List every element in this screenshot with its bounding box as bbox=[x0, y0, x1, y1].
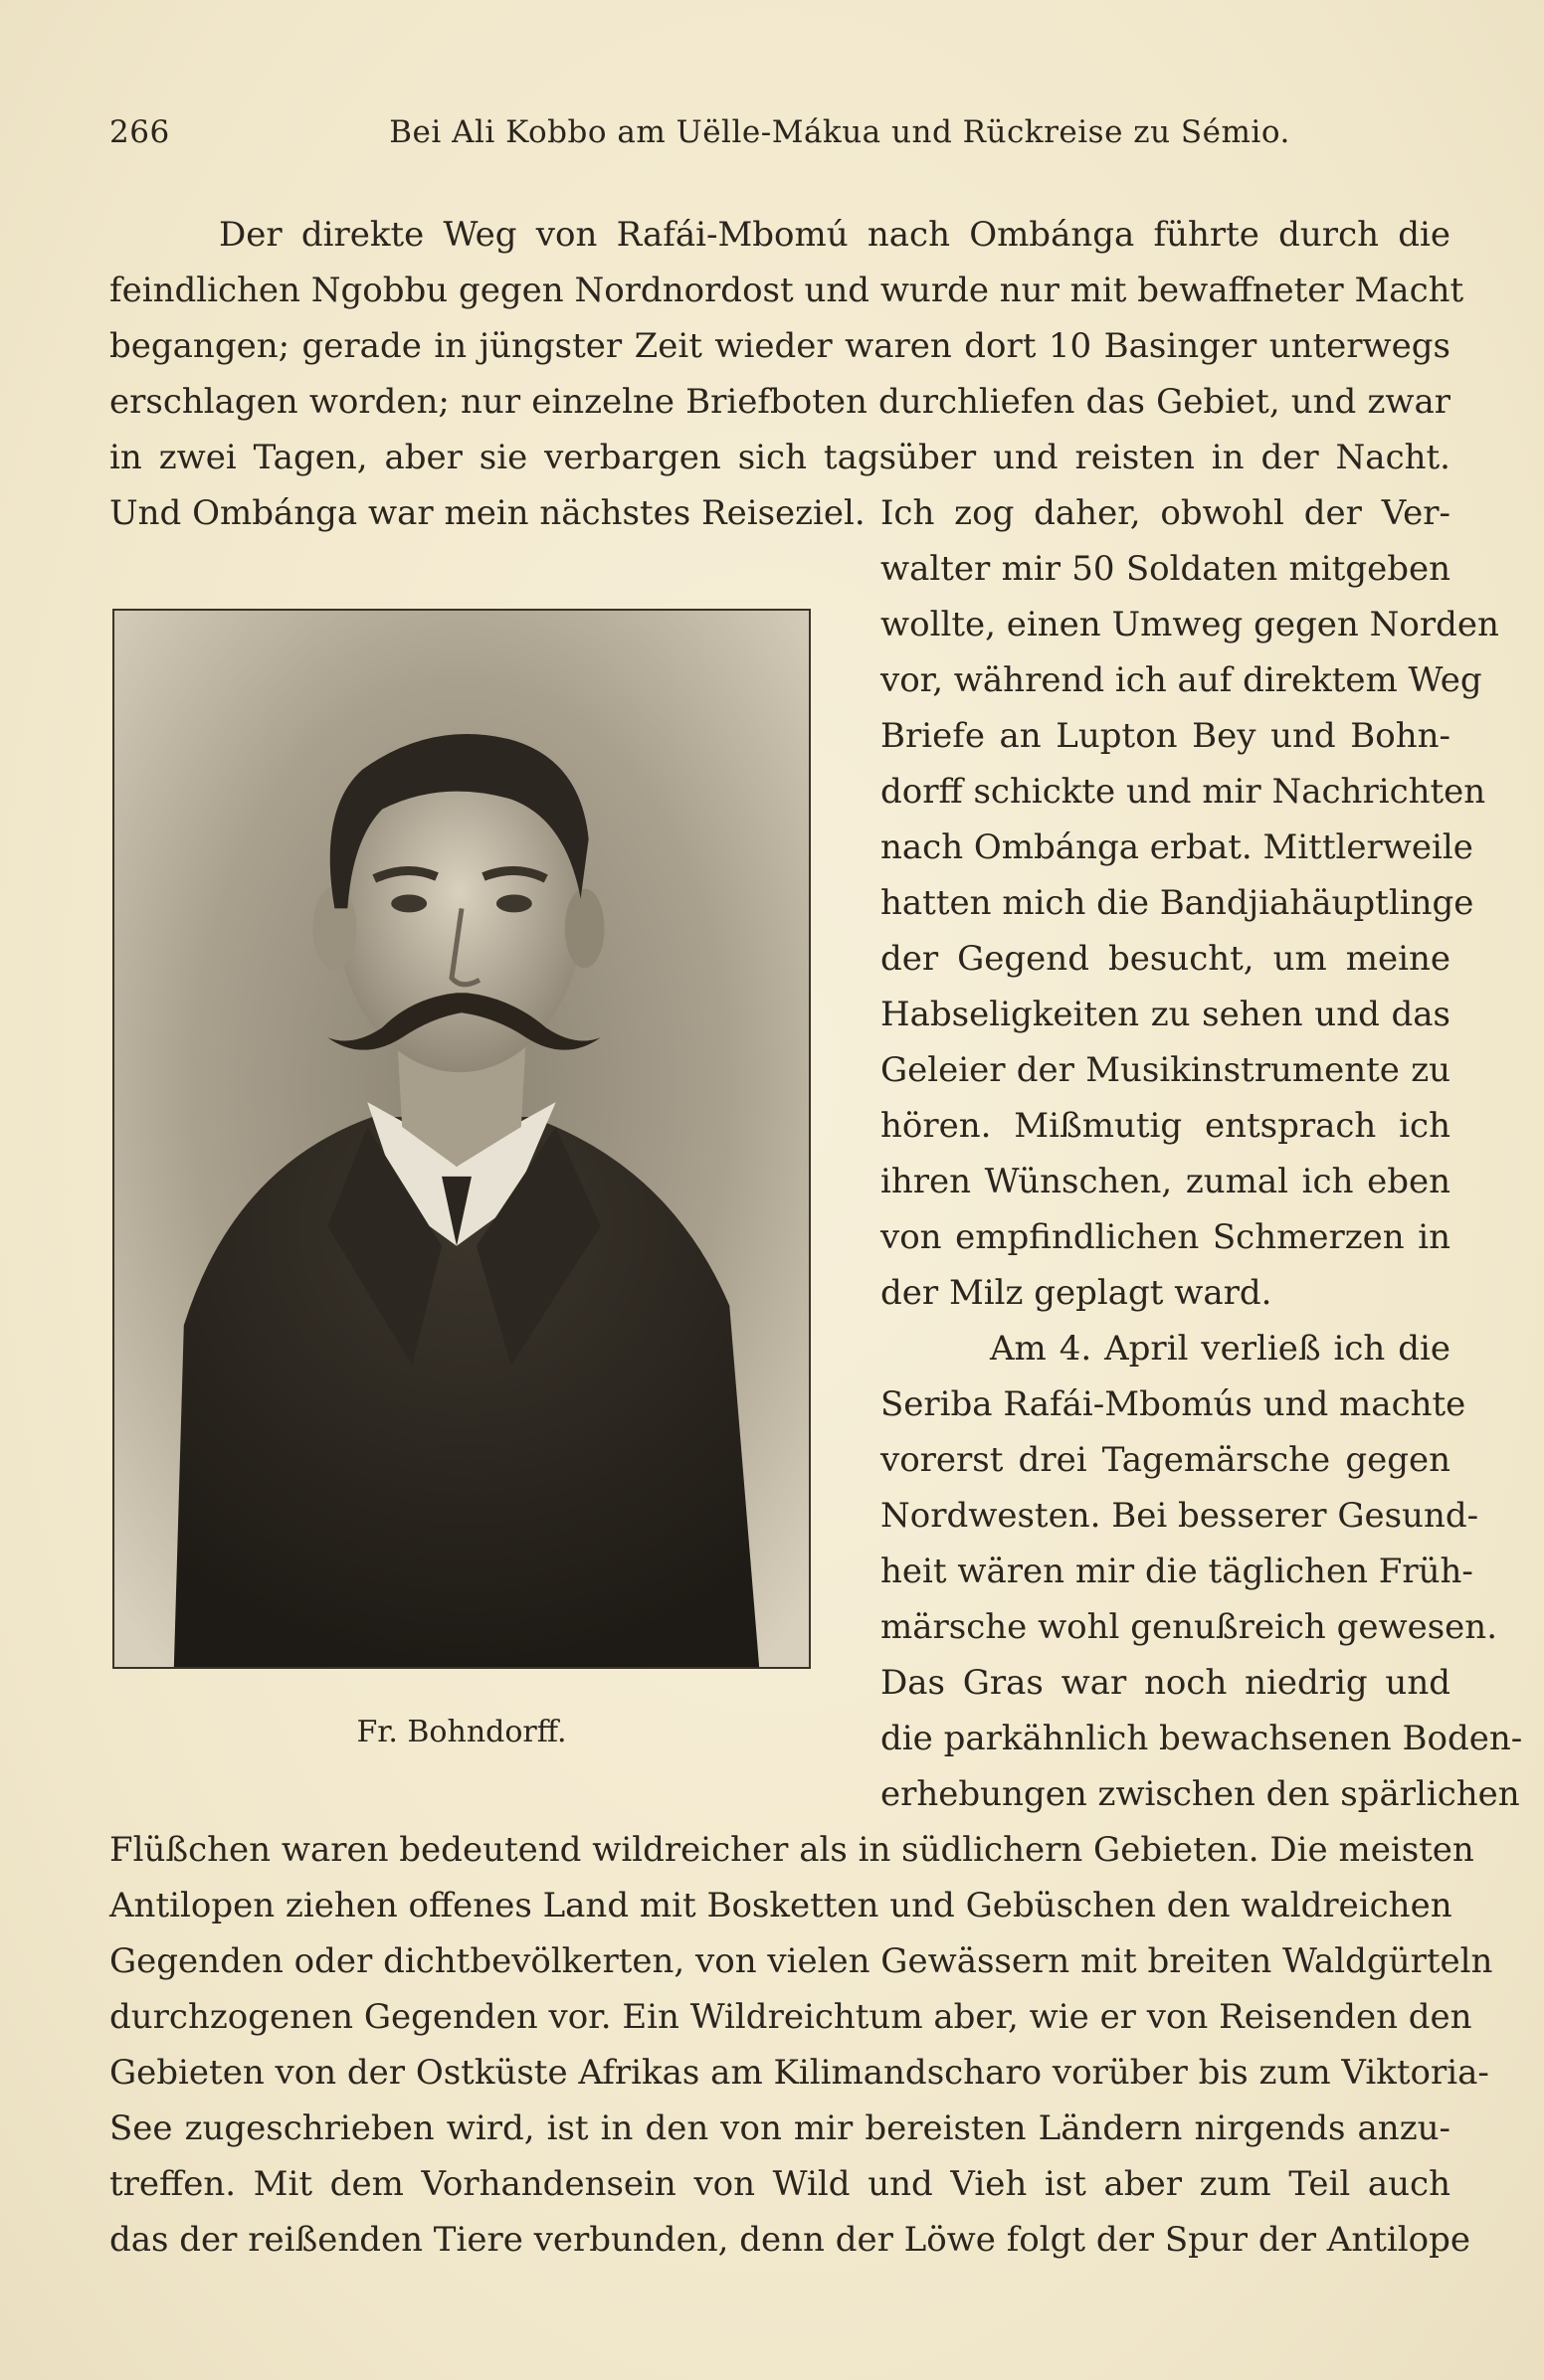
text-line: dorff schickte und mir Nachrichten bbox=[880, 772, 1486, 812]
text-line: von empfindlichen Schmerzen in bbox=[880, 1217, 1450, 1257]
text-line: hatten mich die Bandjiahäuptlinge bbox=[880, 883, 1474, 923]
portrait-figure bbox=[112, 609, 811, 1669]
text-line: ihren Wünschen, zumal ich eben bbox=[880, 1162, 1450, 1201]
portrait-eye bbox=[496, 894, 532, 912]
text-line: Seriba Rafái-Mbomús und machte bbox=[880, 1384, 1466, 1424]
page-number: 266 bbox=[109, 114, 170, 150]
text-line: Habseligkeiten zu sehen und das bbox=[880, 995, 1450, 1034]
text-line: hören. Mißmutig entsprach ich bbox=[880, 1106, 1450, 1146]
portrait-image bbox=[114, 611, 809, 1667]
text-line: wollte, einen Umweg gegen Norden bbox=[880, 605, 1499, 644]
text-line: in zwei Tagen, aber sie verbargen sich tagsüber und reisten in der Nacht. bbox=[109, 438, 1450, 477]
text-line: Geleier der Musikinstrumente zu bbox=[880, 1050, 1450, 1090]
text-line: erhebungen zwischen den spärlichen bbox=[880, 1774, 1520, 1814]
text-line: feindlichen Ngobbu gegen Nordnordost und wurde nur mit bewaffneter Macht bbox=[109, 271, 1464, 310]
text-line: Ich zog daher, obwohl der Ver- bbox=[880, 493, 1450, 533]
portrait-ear bbox=[565, 888, 605, 968]
text-line: Flüßchen waren bedeutend wildreicher als in südlichern Gebieten. Die meisten bbox=[109, 1830, 1474, 1870]
text-line: Antilopen ziehen offenes Land mit Bosketten und Gebüschen den waldreichen bbox=[109, 1886, 1452, 1925]
text-line: Am 4. April verließ ich die bbox=[990, 1329, 1450, 1369]
text-line: nach Ombánga erbat. Mittlerweile bbox=[880, 827, 1473, 867]
text-line: vor, während ich auf direktem Weg bbox=[880, 660, 1482, 700]
text-line: Gebieten von der Ostküste Afrikas am Kilimandscharo vorüber bis zum Viktoria- bbox=[109, 2053, 1489, 2093]
figure-caption: Fr. Bohndorff. bbox=[356, 1715, 567, 1749]
text-line: walter mir 50 Soldaten mitgeben bbox=[880, 549, 1450, 589]
text-line: der Gegend besucht, um meine bbox=[880, 939, 1450, 979]
text-line: Briefe an Lupton Bey und Bohn- bbox=[880, 716, 1450, 756]
running-title: Bei Ali Kobbo am Uëlle-Mákua und Rückreise zu Sémio. bbox=[389, 114, 1290, 150]
portrait-eye bbox=[391, 894, 427, 912]
text-line: durchzogenen Gegenden vor. Ein Wildreichtum aber, wie er von Reisenden den bbox=[109, 1997, 1472, 2037]
text-line: Nordwesten. Bei besserer Gesund- bbox=[880, 1496, 1479, 1536]
text-line: See zugeschrieben wird, ist in den von mir bereisten Ländern nirgends anzu- bbox=[109, 2108, 1450, 2148]
page-header bbox=[109, 107, 1450, 157]
text-line: das der reißenden Tiere verbunden, denn der Löwe folgt der Spur der Antilope bbox=[109, 2220, 1471, 2260]
text-line: märsche wohl genußreich gewesen. bbox=[880, 1607, 1498, 1647]
text-line: treffen. Mit dem Vorhandensein von Wild und Vieh ist aber zum Teil auch bbox=[109, 2164, 1450, 2204]
text-line: Das Gras war noch niedrig und bbox=[880, 1663, 1450, 1703]
text-line: begangen; gerade in jüngster Zeit wieder waren dort 10 Basinger unterwegs bbox=[109, 326, 1450, 366]
text-line: die parkähnlich bewachsenen Boden- bbox=[880, 1719, 1523, 1758]
text-line: erschlagen worden; nur einzelne Briefboten durchliefen das Gebiet, und zwar bbox=[109, 382, 1450, 422]
text-line: der Milz geplagt ward. bbox=[880, 1273, 1272, 1313]
text-line: Der direkte Weg von Rafái-Mbomú nach Ombánga führte durch die bbox=[219, 215, 1450, 255]
text-line: heit wären mir die täglichen Früh- bbox=[880, 1552, 1473, 1591]
text-line: vorerst drei Tagemärsche gegen bbox=[880, 1440, 1450, 1480]
text-line: Und Ombánga war mein nächstes Reiseziel. bbox=[109, 493, 866, 533]
text-line: Gegenden oder dichtbevölkerten, von vielen Gewässern mit breiten Waldgürteln bbox=[109, 1941, 1493, 1981]
